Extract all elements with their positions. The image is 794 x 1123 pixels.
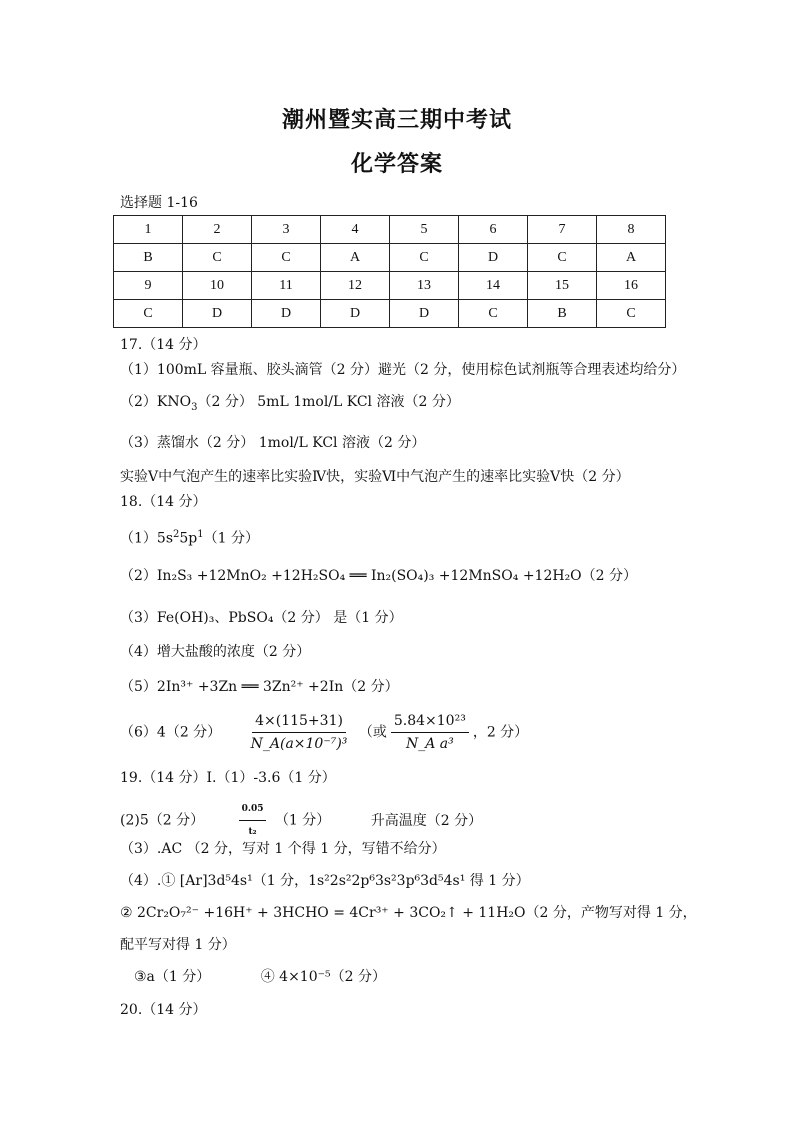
q18-part3: （3）Fe(OH)₃、PbSO₄（2 分） 是（1 分） <box>120 610 403 626</box>
mc-answer-cell: D <box>183 300 252 328</box>
exam-subtitle: 化学答案 <box>350 152 443 177</box>
mc-answer-cell: D <box>252 300 321 328</box>
q17-part3-note: 实验Ⅴ中气泡产生的速率比实验Ⅳ快，实验Ⅵ中气泡产生的速率比实验Ⅴ快（2 分） <box>120 469 630 485</box>
mc-answer-cell: C <box>459 300 528 328</box>
q17-part2: $(2)KNO_3(2$ 分） 5mL 1mol/L KCl 溶液（2 分） <box>120 394 460 413</box>
mc-answer-cell: C <box>183 244 252 272</box>
q17-part3: （3）蒸馏水（2 分） 1mol/L KCl 溶液（2 分） <box>120 435 426 451</box>
q18-part1: $(1)5s^25p^1(1$ 分） <box>120 529 259 547</box>
mc-question-number: 6 <box>459 216 528 244</box>
q19-part4-34: ③a（1 分） ④ 4×10⁻⁵（2 分） <box>134 969 386 985</box>
mc-question-number: 5 <box>390 216 459 244</box>
mc-question-number: 9 <box>114 272 183 300</box>
q18-part6: （6）4（2 分） $\frac{4\times(115+31)}{\text{N\_A(a×10⁻⁷)³}}$ （或 $\frac{\text{5.84×10²³}}{\text{N\_A a³}}$ ，2 分） <box>120 713 529 752</box>
q18-part5: （5）2In³⁺ +3Zn ══ 3Zn²⁺ +2In（2 分） <box>120 679 399 695</box>
mc-question-number: 1 <box>114 216 183 244</box>
mc-question-number: 7 <box>528 216 597 244</box>
mc-table-row <box>114 272 666 300</box>
q18-heading: 18.（14 分） <box>120 494 207 510</box>
q19-part3: （3）.AC （2 分，写对 1 个得 1 分，写错不给分） <box>120 841 446 857</box>
q19-part4-equation: ② 2Cr₂O₇²⁻ +16H⁺ + 3HCHO = 4Cr³⁺ + 3CO₂↑ + 11H₂O（2 分，产物写对得 1 分， <box>120 905 697 921</box>
exam-title: 潮州暨实高三期中考试 <box>281 108 512 133</box>
q19-part1: 19.（14 分）Ⅰ.（1）-3.6（1 分） <box>120 770 336 786</box>
mc-answer-cell: C <box>390 244 459 272</box>
mc-label: 选择题 1-16 <box>120 195 198 211</box>
mc-question-number: 16 <box>597 272 666 300</box>
mc-answer-cell: B <box>528 300 597 328</box>
q17-heading: 17.（14 分） <box>120 337 207 353</box>
mc-question-number: 12 <box>321 272 390 300</box>
mc-question-number: 11 <box>252 272 321 300</box>
mc-answer-cell: D <box>459 244 528 272</box>
q18-part2: （2）In₂S₃ +12MnO₂ +12H₂SO₄ ══ In₂(SO₄)₃ +12MnSO₄ +12H₂O（2 分） <box>120 568 638 584</box>
q19-part4-equation-note: 配平写对得 1 分） <box>120 937 236 953</box>
mc-answer-cell: C <box>528 244 597 272</box>
mc-answer-cell: C <box>114 300 183 328</box>
q20-heading: 20.（14 分） <box>120 1002 207 1018</box>
rate-fraction: $\frac{0.05}{\text{t₂}}$ <box>239 800 267 841</box>
mc-answer-cell: D <box>390 300 459 328</box>
mc-answer-cell: B <box>114 244 183 272</box>
mc-question-number: 14 <box>459 272 528 300</box>
mc-question-number: 13 <box>390 272 459 300</box>
q19-part2: (2)5（2 分） $\frac{0.05}{\text{t₂}}$ （1 分） 升高温度（2 分） <box>120 800 482 841</box>
mc-table-row <box>114 300 666 328</box>
mc-question-number: 2 <box>183 216 252 244</box>
mc-question-number: 15 <box>528 272 597 300</box>
mc-table-row <box>114 244 666 272</box>
density-fraction: $\frac{4\times(115+31)}{\text{N\_A(a×10⁻⁷)³}}$ <box>250 713 348 752</box>
q19-part4: （4）.① [Ar]3d⁵4s¹（1 分，1s²2s²2p⁶3s²3p⁶3d⁵4s¹ 得 1 分） <box>120 873 530 889</box>
mc-answer-cell: C <box>597 300 666 328</box>
mc-question-number: 10 <box>183 272 252 300</box>
mc-question-number: 3 <box>252 216 321 244</box>
mc-question-number: 8 <box>597 216 666 244</box>
mc-question-number: 4 <box>321 216 390 244</box>
density-fraction-alt: $\frac{\text{5.84×10²³}}{\text{N\_A a³}}$ <box>391 712 469 753</box>
mc-table-row <box>114 216 666 244</box>
mc-answer-table <box>113 215 666 328</box>
q17-part1: （1）100mL 容量瓶、胶头滴管（2 分）避光（2 分，使用棕色试剂瓶等合理表述均给分） <box>120 362 686 378</box>
mc-answer-cell: A <box>321 244 390 272</box>
mc-answer-cell: C <box>252 244 321 272</box>
mc-answer-cell: D <box>321 300 390 328</box>
q18-part4: （4）增大盐酸的浓度（2 分） <box>120 644 311 660</box>
mc-answer-cell: A <box>597 244 666 272</box>
